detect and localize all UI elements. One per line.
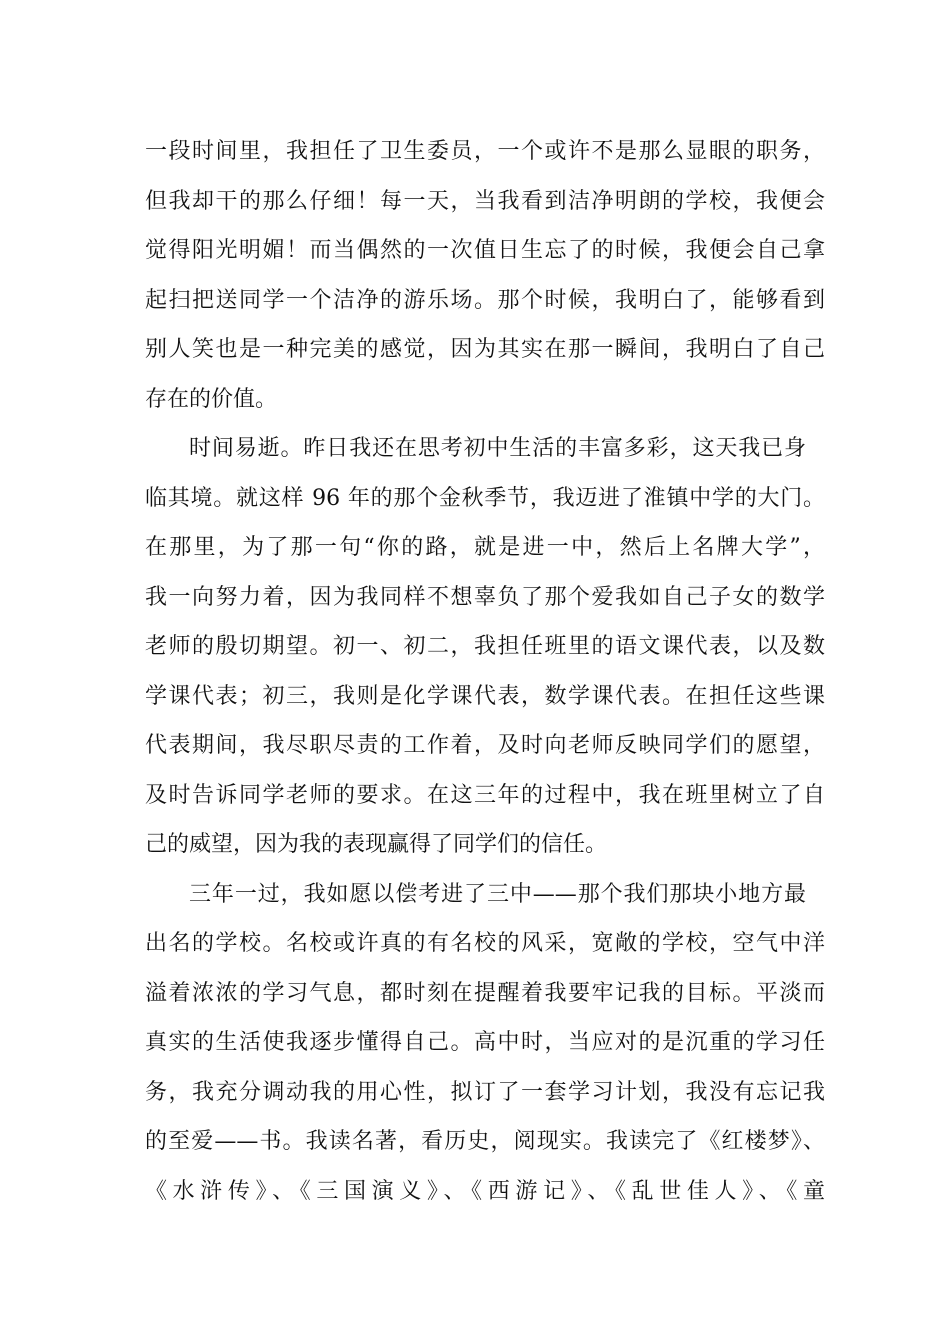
text-line-10: 我一向努力着，因为我同样不想辜负了那个爱我如自己子女的数学 [145, 585, 825, 610]
paragraph-start-line: 三年一过，我如愿以偿考进了三中——那个我们那块小地方最 [189, 882, 806, 907]
text-line-17: 出名的学校。名校或许真的有名校的风采，宽敞的学校，空气中洋 [145, 931, 825, 956]
text-line-22: 《水浒传》、《三国演义》、《西游记》、《乱世佳人》、《童 [145, 1179, 825, 1204]
text-line-3: 觉得阳光明媚！而当偶然的一次值日生忘了的时候，我便会自己拿 [145, 238, 825, 263]
text-line-11: 老师的殷切期望。初一、初二，我担任班里的语文课代表，以及数 [145, 634, 825, 659]
text-line-15: 己的威望，因为我的表现赢得了同学们的信任。 [145, 832, 608, 857]
text-line-20: 务，我充分调动我的用心性，拟订了一套学习计划，我没有忘记我 [145, 1080, 825, 1105]
text-line-21: 的至爱——书。我读名著，看历史，阅现实。我读完了《红楼梦》、 [145, 1129, 825, 1154]
text-line-18: 溢着浓浓的学习气息，都时刻在提醒着我要牢记我的目标。平淡而 [145, 981, 825, 1006]
text-line-5: 别人笑也是一种完美的感觉，因为其实在那一瞬间，我明白了自己 [145, 337, 825, 362]
paragraph-start-line: 时间易逝。昨日我还在思考初中生活的丰富多彩，这天我已身 [189, 436, 806, 461]
text-line-12: 学课代表；初三，我则是化学课代表，数学课代表。在担任这些课 [145, 684, 825, 709]
text-line-6: 存在的价值。 [145, 387, 278, 412]
text-line-13: 代表期间，我尽职尽责的工作着，及时向老师反映同学们的愿望， [145, 733, 825, 758]
text-line-9: 在那里，为了那一句“你的路，就是进一中，然后上名牌大学”， [145, 535, 825, 560]
text-line-8: 临其境。就这样 96 年的那个金秋季节，我迈进了淮镇中学的大门。 [145, 486, 825, 511]
text-line-1: 一段时间里，我担任了卫生委员，一个或许不是那么显眼的职务， [145, 139, 825, 164]
text-line-19: 真实的生活使我逐步懂得自己。高中时，当应对的是沉重的学习任 [145, 1030, 825, 1055]
text-line-2: 但我却干的那么仔细！每一天，当我看到洁净明朗的学校，我便会 [145, 189, 825, 214]
text-line-4: 起扫把送同学一个洁净的游乐场。那个时候，我明白了，能够看到 [145, 288, 825, 313]
text-line-14: 及时告诉同学老师的要求。在这三年的过程中，我在班里树立了自 [145, 783, 825, 808]
